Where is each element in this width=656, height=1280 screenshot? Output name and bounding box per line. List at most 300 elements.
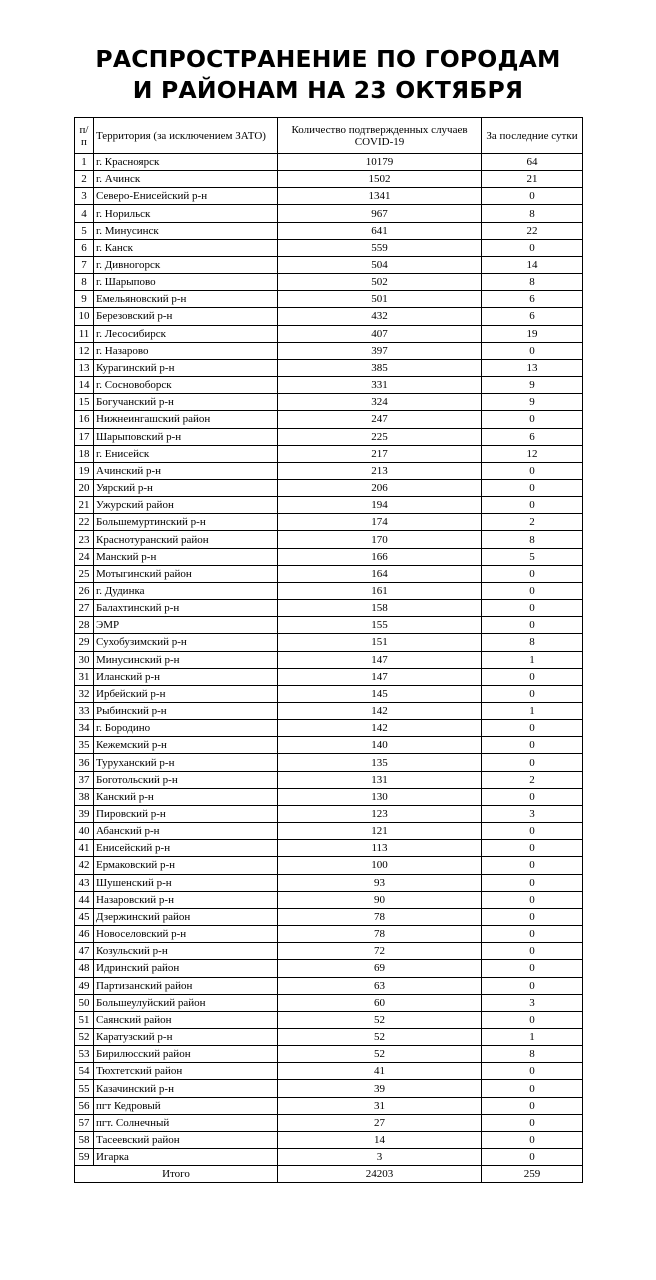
row-last-day: 0 (482, 497, 583, 514)
row-last-day: 0 (482, 188, 583, 205)
row-number: 39 (75, 805, 94, 822)
row-territory: Игарка (94, 1149, 278, 1166)
totals-last-day: 259 (482, 1166, 583, 1183)
table-row (75, 771, 583, 788)
row-territory: Рыбинский р-н (94, 703, 278, 720)
row-total-cases: 10179 (278, 154, 482, 171)
table-row (75, 1131, 583, 1148)
row-total-cases: 39 (278, 1080, 482, 1097)
row-total-cases: 52 (278, 1028, 482, 1045)
row-total-cases: 504 (278, 256, 482, 273)
table-header-row (75, 118, 583, 154)
table-row (75, 1080, 583, 1097)
row-last-day: 0 (482, 462, 583, 479)
table-row (75, 720, 583, 737)
row-territory: Саянский район (94, 1011, 278, 1028)
table-row (75, 685, 583, 702)
row-total-cases: 641 (278, 222, 482, 239)
row-territory: г. Енисейск (94, 445, 278, 462)
row-last-day: 5 (482, 548, 583, 565)
table-row (75, 1028, 583, 1045)
row-last-day: 2 (482, 514, 583, 531)
row-last-day: 0 (482, 857, 583, 874)
row-last-day: 0 (482, 1011, 583, 1028)
row-territory: Курагинский р-н (94, 359, 278, 376)
row-number: 35 (75, 737, 94, 754)
row-total-cases: 131 (278, 771, 482, 788)
row-number: 51 (75, 1011, 94, 1028)
row-last-day: 8 (482, 205, 583, 222)
row-number: 10 (75, 308, 94, 325)
row-number: 23 (75, 531, 94, 548)
row-last-day: 9 (482, 377, 583, 394)
table-row (75, 994, 583, 1011)
row-number: 53 (75, 1046, 94, 1063)
table-row (75, 256, 583, 273)
row-total-cases: 559 (278, 239, 482, 256)
row-last-day: 0 (482, 1063, 583, 1080)
table-row (75, 1149, 583, 1166)
row-territory: Дзержинский район (94, 908, 278, 925)
row-number: 1 (75, 154, 94, 171)
table-row (75, 291, 583, 308)
row-total-cases: 90 (278, 891, 482, 908)
row-territory: Каратузский р-н (94, 1028, 278, 1045)
row-last-day: 9 (482, 394, 583, 411)
header-last-day: За последние сутки (482, 118, 583, 154)
row-territory: Бирилюсский район (94, 1046, 278, 1063)
row-last-day: 6 (482, 428, 583, 445)
title-line-2: И РАЙОНАМ НА 23 ОКТЯБРЯ (132, 76, 524, 104)
row-number: 49 (75, 977, 94, 994)
row-last-day: 64 (482, 154, 583, 171)
row-last-day: 0 (482, 668, 583, 685)
row-total-cases: 27 (278, 1114, 482, 1131)
row-last-day: 0 (482, 960, 583, 977)
row-total-cases: 151 (278, 634, 482, 651)
table-row (75, 1046, 583, 1063)
row-territory: Минусинский р-н (94, 651, 278, 668)
row-territory: г. Бородино (94, 720, 278, 737)
row-last-day: 0 (482, 754, 583, 771)
row-number: 22 (75, 514, 94, 531)
row-number: 55 (75, 1080, 94, 1097)
row-territory: Иланский р-н (94, 668, 278, 685)
row-last-day: 0 (482, 891, 583, 908)
row-number: 13 (75, 359, 94, 376)
row-territory: г. Красноярск (94, 154, 278, 171)
row-territory: Енисейский р-н (94, 840, 278, 857)
row-total-cases: 225 (278, 428, 482, 445)
row-total-cases: 170 (278, 531, 482, 548)
row-last-day: 0 (482, 977, 583, 994)
row-territory: Тасеевский район (94, 1131, 278, 1148)
row-total-cases: 213 (278, 462, 482, 479)
row-last-day: 6 (482, 291, 583, 308)
row-total-cases: 14 (278, 1131, 482, 1148)
row-number: 17 (75, 428, 94, 445)
row-number: 43 (75, 874, 94, 891)
row-last-day: 1 (482, 651, 583, 668)
row-total-cases: 142 (278, 703, 482, 720)
row-territory: Балахтинский р-н (94, 600, 278, 617)
row-number: 38 (75, 788, 94, 805)
row-last-day: 0 (482, 720, 583, 737)
row-territory: Тюхтетский район (94, 1063, 278, 1080)
table-row (75, 634, 583, 651)
row-number: 31 (75, 668, 94, 685)
row-last-day: 8 (482, 531, 583, 548)
row-number: 50 (75, 994, 94, 1011)
row-territory: г. Шарыпово (94, 274, 278, 291)
table-row (75, 188, 583, 205)
row-total-cases: 78 (278, 908, 482, 925)
row-number: 30 (75, 651, 94, 668)
row-number: 15 (75, 394, 94, 411)
row-total-cases: 206 (278, 479, 482, 496)
row-number: 36 (75, 754, 94, 771)
row-last-day: 0 (482, 1131, 583, 1148)
table-row (75, 394, 583, 411)
row-last-day: 0 (482, 908, 583, 925)
row-last-day: 0 (482, 600, 583, 617)
row-territory: Большеулуйский район (94, 994, 278, 1011)
row-last-day: 1 (482, 703, 583, 720)
table-row (75, 943, 583, 960)
table-row (75, 428, 583, 445)
row-number: 3 (75, 188, 94, 205)
table-row (75, 1063, 583, 1080)
row-number: 21 (75, 497, 94, 514)
row-total-cases: 145 (278, 685, 482, 702)
table-row (75, 805, 583, 822)
row-last-day: 12 (482, 445, 583, 462)
row-number: 12 (75, 342, 94, 359)
row-total-cases: 100 (278, 857, 482, 874)
row-territory: Козульский р-н (94, 943, 278, 960)
row-last-day: 0 (482, 479, 583, 496)
table-row (75, 1011, 583, 1028)
row-last-day: 0 (482, 1149, 583, 1166)
row-territory: Шушенский р-н (94, 874, 278, 891)
row-territory: Сухобузимский р-н (94, 634, 278, 651)
row-number: 41 (75, 840, 94, 857)
table-row (75, 377, 583, 394)
row-territory: Ачинский р-н (94, 462, 278, 479)
row-number: 14 (75, 377, 94, 394)
row-total-cases: 60 (278, 994, 482, 1011)
row-territory: Нижнеингашский район (94, 411, 278, 428)
row-last-day: 8 (482, 634, 583, 651)
row-territory: Канский р-н (94, 788, 278, 805)
table-body (75, 154, 583, 1166)
row-last-day: 1 (482, 1028, 583, 1045)
row-territory: Мотыгинский район (94, 565, 278, 582)
row-number: 33 (75, 703, 94, 720)
table-row (75, 1114, 583, 1131)
row-territory: Ужурский район (94, 497, 278, 514)
row-total-cases: 3 (278, 1149, 482, 1166)
table-row (75, 823, 583, 840)
row-last-day: 0 (482, 342, 583, 359)
covid-cases-table (74, 117, 583, 1183)
row-last-day: 0 (482, 926, 583, 943)
row-territory: Березовский р-н (94, 308, 278, 325)
row-number: 27 (75, 600, 94, 617)
table-row (75, 668, 583, 685)
table-row (75, 222, 583, 239)
row-last-day: 13 (482, 359, 583, 376)
table-row (75, 908, 583, 925)
table-row (75, 600, 583, 617)
table-row (75, 205, 583, 222)
table-row (75, 891, 583, 908)
row-territory: пгт. Солнечный (94, 1114, 278, 1131)
row-last-day: 0 (482, 737, 583, 754)
row-number: 37 (75, 771, 94, 788)
table-row (75, 497, 583, 514)
row-number: 2 (75, 171, 94, 188)
row-territory: г. Минусинск (94, 222, 278, 239)
row-total-cases: 502 (278, 274, 482, 291)
table-row (75, 857, 583, 874)
table-row (75, 651, 583, 668)
row-total-cases: 158 (278, 600, 482, 617)
row-number: 56 (75, 1097, 94, 1114)
row-total-cases: 78 (278, 926, 482, 943)
row-last-day: 3 (482, 994, 583, 1011)
row-territory: Шарыповский р-н (94, 428, 278, 445)
row-territory: Новоселовский р-н (94, 926, 278, 943)
table-row (75, 274, 583, 291)
table-row (75, 531, 583, 548)
table-row (75, 960, 583, 977)
row-last-day: 0 (482, 943, 583, 960)
table-row (75, 479, 583, 496)
row-number: 45 (75, 908, 94, 925)
table-row (75, 1097, 583, 1114)
row-last-day: 0 (482, 239, 583, 256)
row-number: 40 (75, 823, 94, 840)
row-territory: Северо-Енисейский р-н (94, 188, 278, 205)
row-last-day: 0 (482, 1080, 583, 1097)
table-row (75, 325, 583, 342)
row-territory: Краснотуранский район (94, 531, 278, 548)
page-title (0, 44, 656, 106)
row-territory: г. Назарово (94, 342, 278, 359)
row-total-cases: 113 (278, 840, 482, 857)
row-territory: Партизанский район (94, 977, 278, 994)
row-number: 48 (75, 960, 94, 977)
row-total-cases: 147 (278, 668, 482, 685)
row-last-day: 3 (482, 805, 583, 822)
row-last-day: 0 (482, 840, 583, 857)
row-territory: Туруханский р-н (94, 754, 278, 771)
header-number: п/п (75, 118, 94, 154)
row-number: 6 (75, 239, 94, 256)
row-territory: Ермаковский р-н (94, 857, 278, 874)
row-number: 28 (75, 617, 94, 634)
row-total-cases: 247 (278, 411, 482, 428)
header-territory: Территория (за исключением ЗАТО) (94, 118, 278, 154)
row-total-cases: 52 (278, 1011, 482, 1028)
row-number: 4 (75, 205, 94, 222)
row-total-cases: 1502 (278, 171, 482, 188)
row-number: 34 (75, 720, 94, 737)
row-total-cases: 41 (278, 1063, 482, 1080)
row-territory: Идринский район (94, 960, 278, 977)
row-number: 11 (75, 325, 94, 342)
row-number: 59 (75, 1149, 94, 1166)
row-last-day: 0 (482, 411, 583, 428)
row-total-cases: 123 (278, 805, 482, 822)
row-number: 16 (75, 411, 94, 428)
row-total-cases: 142 (278, 720, 482, 737)
row-last-day: 0 (482, 685, 583, 702)
row-number: 7 (75, 256, 94, 273)
row-territory: ЭМР (94, 617, 278, 634)
row-number: 9 (75, 291, 94, 308)
row-territory: Богучанский р-н (94, 394, 278, 411)
table-row (75, 737, 583, 754)
row-territory: г. Дудинка (94, 582, 278, 599)
table-row (75, 754, 583, 771)
row-number: 8 (75, 274, 94, 291)
table-row (75, 462, 583, 479)
row-last-day: 22 (482, 222, 583, 239)
row-number: 57 (75, 1114, 94, 1131)
row-number: 18 (75, 445, 94, 462)
row-total-cases: 72 (278, 943, 482, 960)
row-territory: Кежемский р-н (94, 737, 278, 754)
row-total-cases: 52 (278, 1046, 482, 1063)
table-row (75, 445, 583, 462)
table-row (75, 977, 583, 994)
row-territory: г. Норильск (94, 205, 278, 222)
row-territory: Манский р-н (94, 548, 278, 565)
row-number: 29 (75, 634, 94, 651)
table-row (75, 617, 583, 634)
row-territory: Абанский р-н (94, 823, 278, 840)
row-last-day: 21 (482, 171, 583, 188)
row-number: 26 (75, 582, 94, 599)
row-total-cases: 147 (278, 651, 482, 668)
row-number: 46 (75, 926, 94, 943)
row-number: 19 (75, 462, 94, 479)
table-row (75, 342, 583, 359)
table-row (75, 565, 583, 582)
table-row (75, 788, 583, 805)
row-number: 32 (75, 685, 94, 702)
row-number: 47 (75, 943, 94, 960)
row-total-cases: 174 (278, 514, 482, 531)
row-total-cases: 385 (278, 359, 482, 376)
row-number: 20 (75, 479, 94, 496)
row-number: 54 (75, 1063, 94, 1080)
row-number: 42 (75, 857, 94, 874)
table-row (75, 582, 583, 599)
row-total-cases: 217 (278, 445, 482, 462)
row-total-cases: 135 (278, 754, 482, 771)
row-territory: г. Сосновоборск (94, 377, 278, 394)
row-total-cases: 397 (278, 342, 482, 359)
row-last-day: 2 (482, 771, 583, 788)
row-total-cases: 407 (278, 325, 482, 342)
row-territory: пгт Кедровый (94, 1097, 278, 1114)
row-total-cases: 194 (278, 497, 482, 514)
row-total-cases: 432 (278, 308, 482, 325)
row-territory: г. Лесосибирск (94, 325, 278, 342)
header-total-cases: Количество подтвержденных случаев COVID-19 (278, 118, 482, 154)
row-total-cases: 161 (278, 582, 482, 599)
row-total-cases: 130 (278, 788, 482, 805)
table-row (75, 171, 583, 188)
title-line-1: РАСПРОСТРАНЕНИЕ ПО ГОРОДАМ (95, 45, 561, 73)
row-last-day: 8 (482, 274, 583, 291)
row-total-cases: 166 (278, 548, 482, 565)
row-total-cases: 31 (278, 1097, 482, 1114)
row-last-day: 0 (482, 788, 583, 805)
row-number: 5 (75, 222, 94, 239)
row-last-day: 0 (482, 874, 583, 891)
row-last-day: 19 (482, 325, 583, 342)
totals-cases: 24203 (278, 1166, 482, 1183)
row-territory: Боготольский р-н (94, 771, 278, 788)
row-last-day: 0 (482, 617, 583, 634)
table-row (75, 239, 583, 256)
table-row (75, 548, 583, 565)
row-total-cases: 324 (278, 394, 482, 411)
totals-row (75, 1166, 583, 1183)
row-number: 44 (75, 891, 94, 908)
row-last-day: 6 (482, 308, 583, 325)
row-total-cases: 501 (278, 291, 482, 308)
row-territory: Пировский р-н (94, 805, 278, 822)
row-last-day: 0 (482, 565, 583, 582)
row-total-cases: 93 (278, 874, 482, 891)
row-last-day: 0 (482, 1097, 583, 1114)
row-territory: Емельяновский р-н (94, 291, 278, 308)
row-number: 58 (75, 1131, 94, 1148)
row-total-cases: 69 (278, 960, 482, 977)
row-total-cases: 164 (278, 565, 482, 582)
row-territory: Большемуртинский р-н (94, 514, 278, 531)
row-territory: г. Канск (94, 239, 278, 256)
row-territory: г. Дивногорск (94, 256, 278, 273)
row-last-day: 0 (482, 1114, 583, 1131)
table-row (75, 154, 583, 171)
row-last-day: 0 (482, 582, 583, 599)
table-row (75, 359, 583, 376)
row-number: 24 (75, 548, 94, 565)
row-total-cases: 140 (278, 737, 482, 754)
row-number: 25 (75, 565, 94, 582)
row-total-cases: 967 (278, 205, 482, 222)
row-total-cases: 155 (278, 617, 482, 634)
table-row (75, 308, 583, 325)
table-row (75, 840, 583, 857)
table-row (75, 874, 583, 891)
row-total-cases: 121 (278, 823, 482, 840)
row-territory: Казачинский р-н (94, 1080, 278, 1097)
table-row (75, 703, 583, 720)
row-territory: Назаровский р-н (94, 891, 278, 908)
row-territory: г. Ачинск (94, 171, 278, 188)
row-last-day: 0 (482, 823, 583, 840)
row-territory: Ирбейский р-н (94, 685, 278, 702)
table-row (75, 411, 583, 428)
row-total-cases: 63 (278, 977, 482, 994)
